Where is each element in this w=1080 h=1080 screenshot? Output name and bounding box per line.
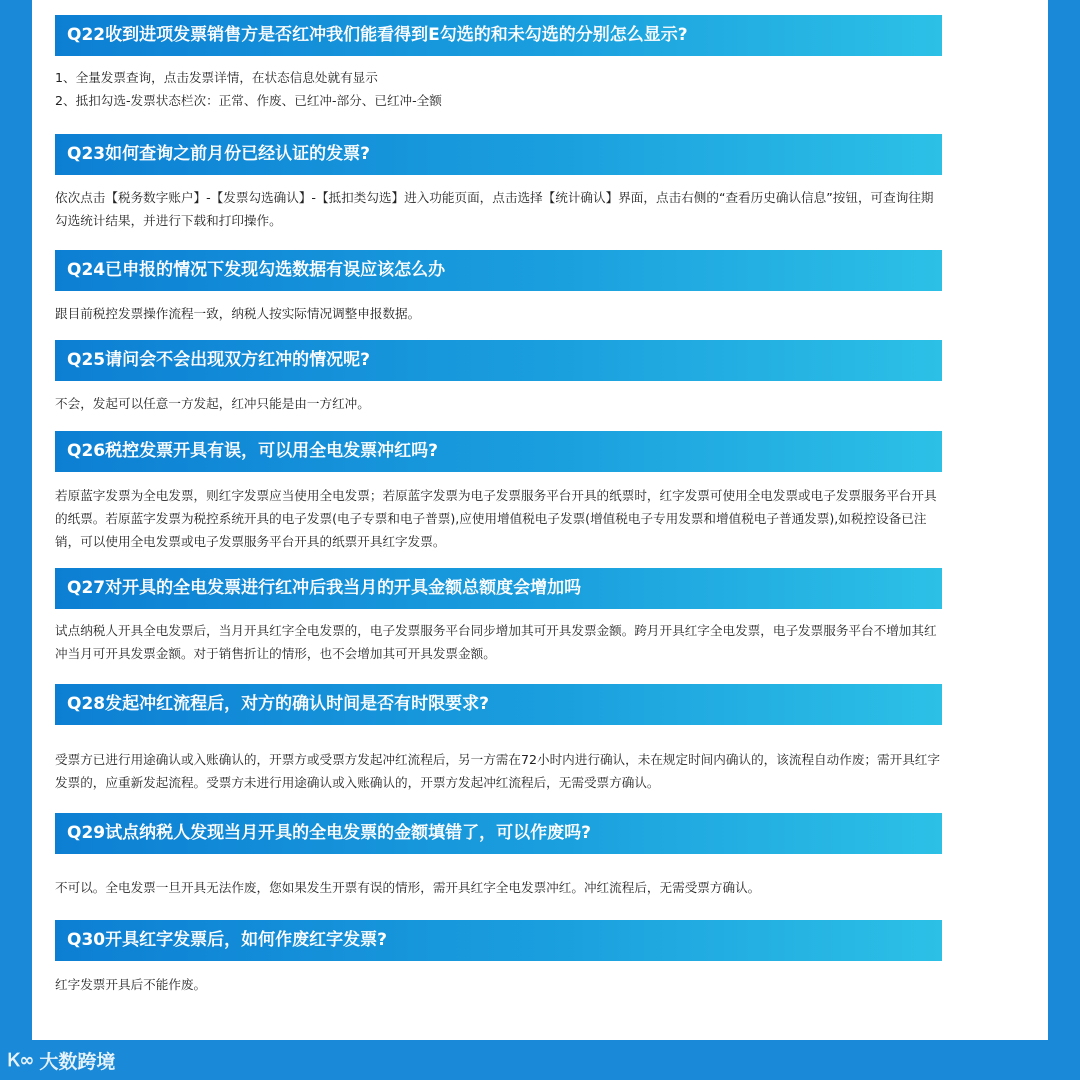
faq-item-q23 [55, 134, 942, 232]
faq-item-q24 [55, 250, 942, 325]
faq-item-q26 [55, 431, 942, 553]
content-panel [32, 0, 1048, 1040]
answer-text: 1、全量发票查询，点击发票详情，在状态信息处就有显示 2、抵扣勾选-发票状态栏次：正常、作废、已红冲-部分、已红冲-全额 [55, 70, 442, 108]
answer-text: 若原蓝字发票为全电发票，则红字发票应当使用全电发票；若原蓝字发票为电子发票服务平台开具的纸票时，红字发票可使用全电发票或电子发票服务平台开具的纸票。若原蓝字发票为税控系统开具的电子发票(电子专票和电子普票),应使用增值税电子发票(增值税电子专用发票和增值税电子普通发票),如税控设备已注销，可以使用全电发票或电子发票服务平台开具的纸票开具红字发票。 [55, 488, 937, 549]
question-header: Q24已申报的情况下发现勾选数据有误应该怎么办 [55, 250, 942, 291]
answer-text: 跟目前税控发票操作流程一致，纳税人按实际情况调整申报数据。 [55, 306, 421, 321]
question-header: Q25请问会不会出现双方红冲的情况呢? [55, 340, 942, 381]
question-header: Q29试点纳税人发现当月开具的全电发票的金额填错了，可以作废吗? [55, 813, 942, 854]
question-header: Q22收到进项发票销售方是否红冲我们能看得到E勾选的和未勾选的分别怎么显示? [55, 15, 942, 56]
watermark-text: 大数跨境 [39, 1050, 116, 1073]
faq-item-q25 [55, 340, 942, 415]
question-header: Q28发起冲红流程后，对方的确认时间是否有时限要求? [55, 684, 942, 725]
question-header: Q30开具红字发票后，如何作废红字发票? [55, 920, 942, 961]
answer-text: 不可以。全电发票一旦开具无法作废，您如果发生开票有误的情形，需开具红字全电发票冲红。冲红流程后，无需受票方确认。 [55, 880, 761, 895]
answer-text: 依次点击【税务数字账户】-【发票勾选确认】-【抵扣类勾选】进入功能页面，点击选择【统计确认】界面，点击右侧的“查看历史确认信息”按钮，可查询往期勾选统计结果，并进行下载和打印操作。 [55, 190, 934, 228]
faq-item-q30 [55, 920, 942, 996]
faq-item-q27 [55, 568, 942, 665]
answer-text: 受票方已进行用途确认或入账确认的，开票方或受票方发起冲红流程后，另一方需在72小时内进行确认，未在规定时间内确认的，该流程自动作废；需开具红字发票的，应重新发起流程。受票方未进行用途确认或入账确认的，开票方发起冲红流程后，无需受票方确认。 [55, 752, 940, 790]
answer-text: 红字发票开具后不能作废。 [55, 977, 207, 992]
faq-item-q29 [55, 813, 942, 899]
question-header: Q27对开具的全电发票进行红冲后我当月的开具金额总额度会增加吗 [55, 568, 942, 609]
watermark [8, 1045, 115, 1075]
answer-text: 试点纳税人开具全电发票后，当月开具红字全电发票的，电子发票服务平台同步增加其可开具发票金额。跨月开具红字全电发票，电子发票服务平台不增加其红冲当月可开具发票金额。对于销售折让的情形，也不会增加其可开具发票金额。 [55, 623, 937, 661]
question-header: Q26税控发票开具有误，可以用全电发票冲红吗? [55, 431, 942, 472]
faq-item-q28 [55, 684, 942, 794]
logo-icon: Ꮶ∞ [8, 1049, 34, 1071]
answer-text: 不会，发起可以任意一方发起，红冲只能是由一方红冲。 [55, 396, 370, 411]
faq-item-q22 [55, 15, 942, 112]
question-header: Q23如何查询之前月份已经认证的发票? [55, 134, 942, 175]
